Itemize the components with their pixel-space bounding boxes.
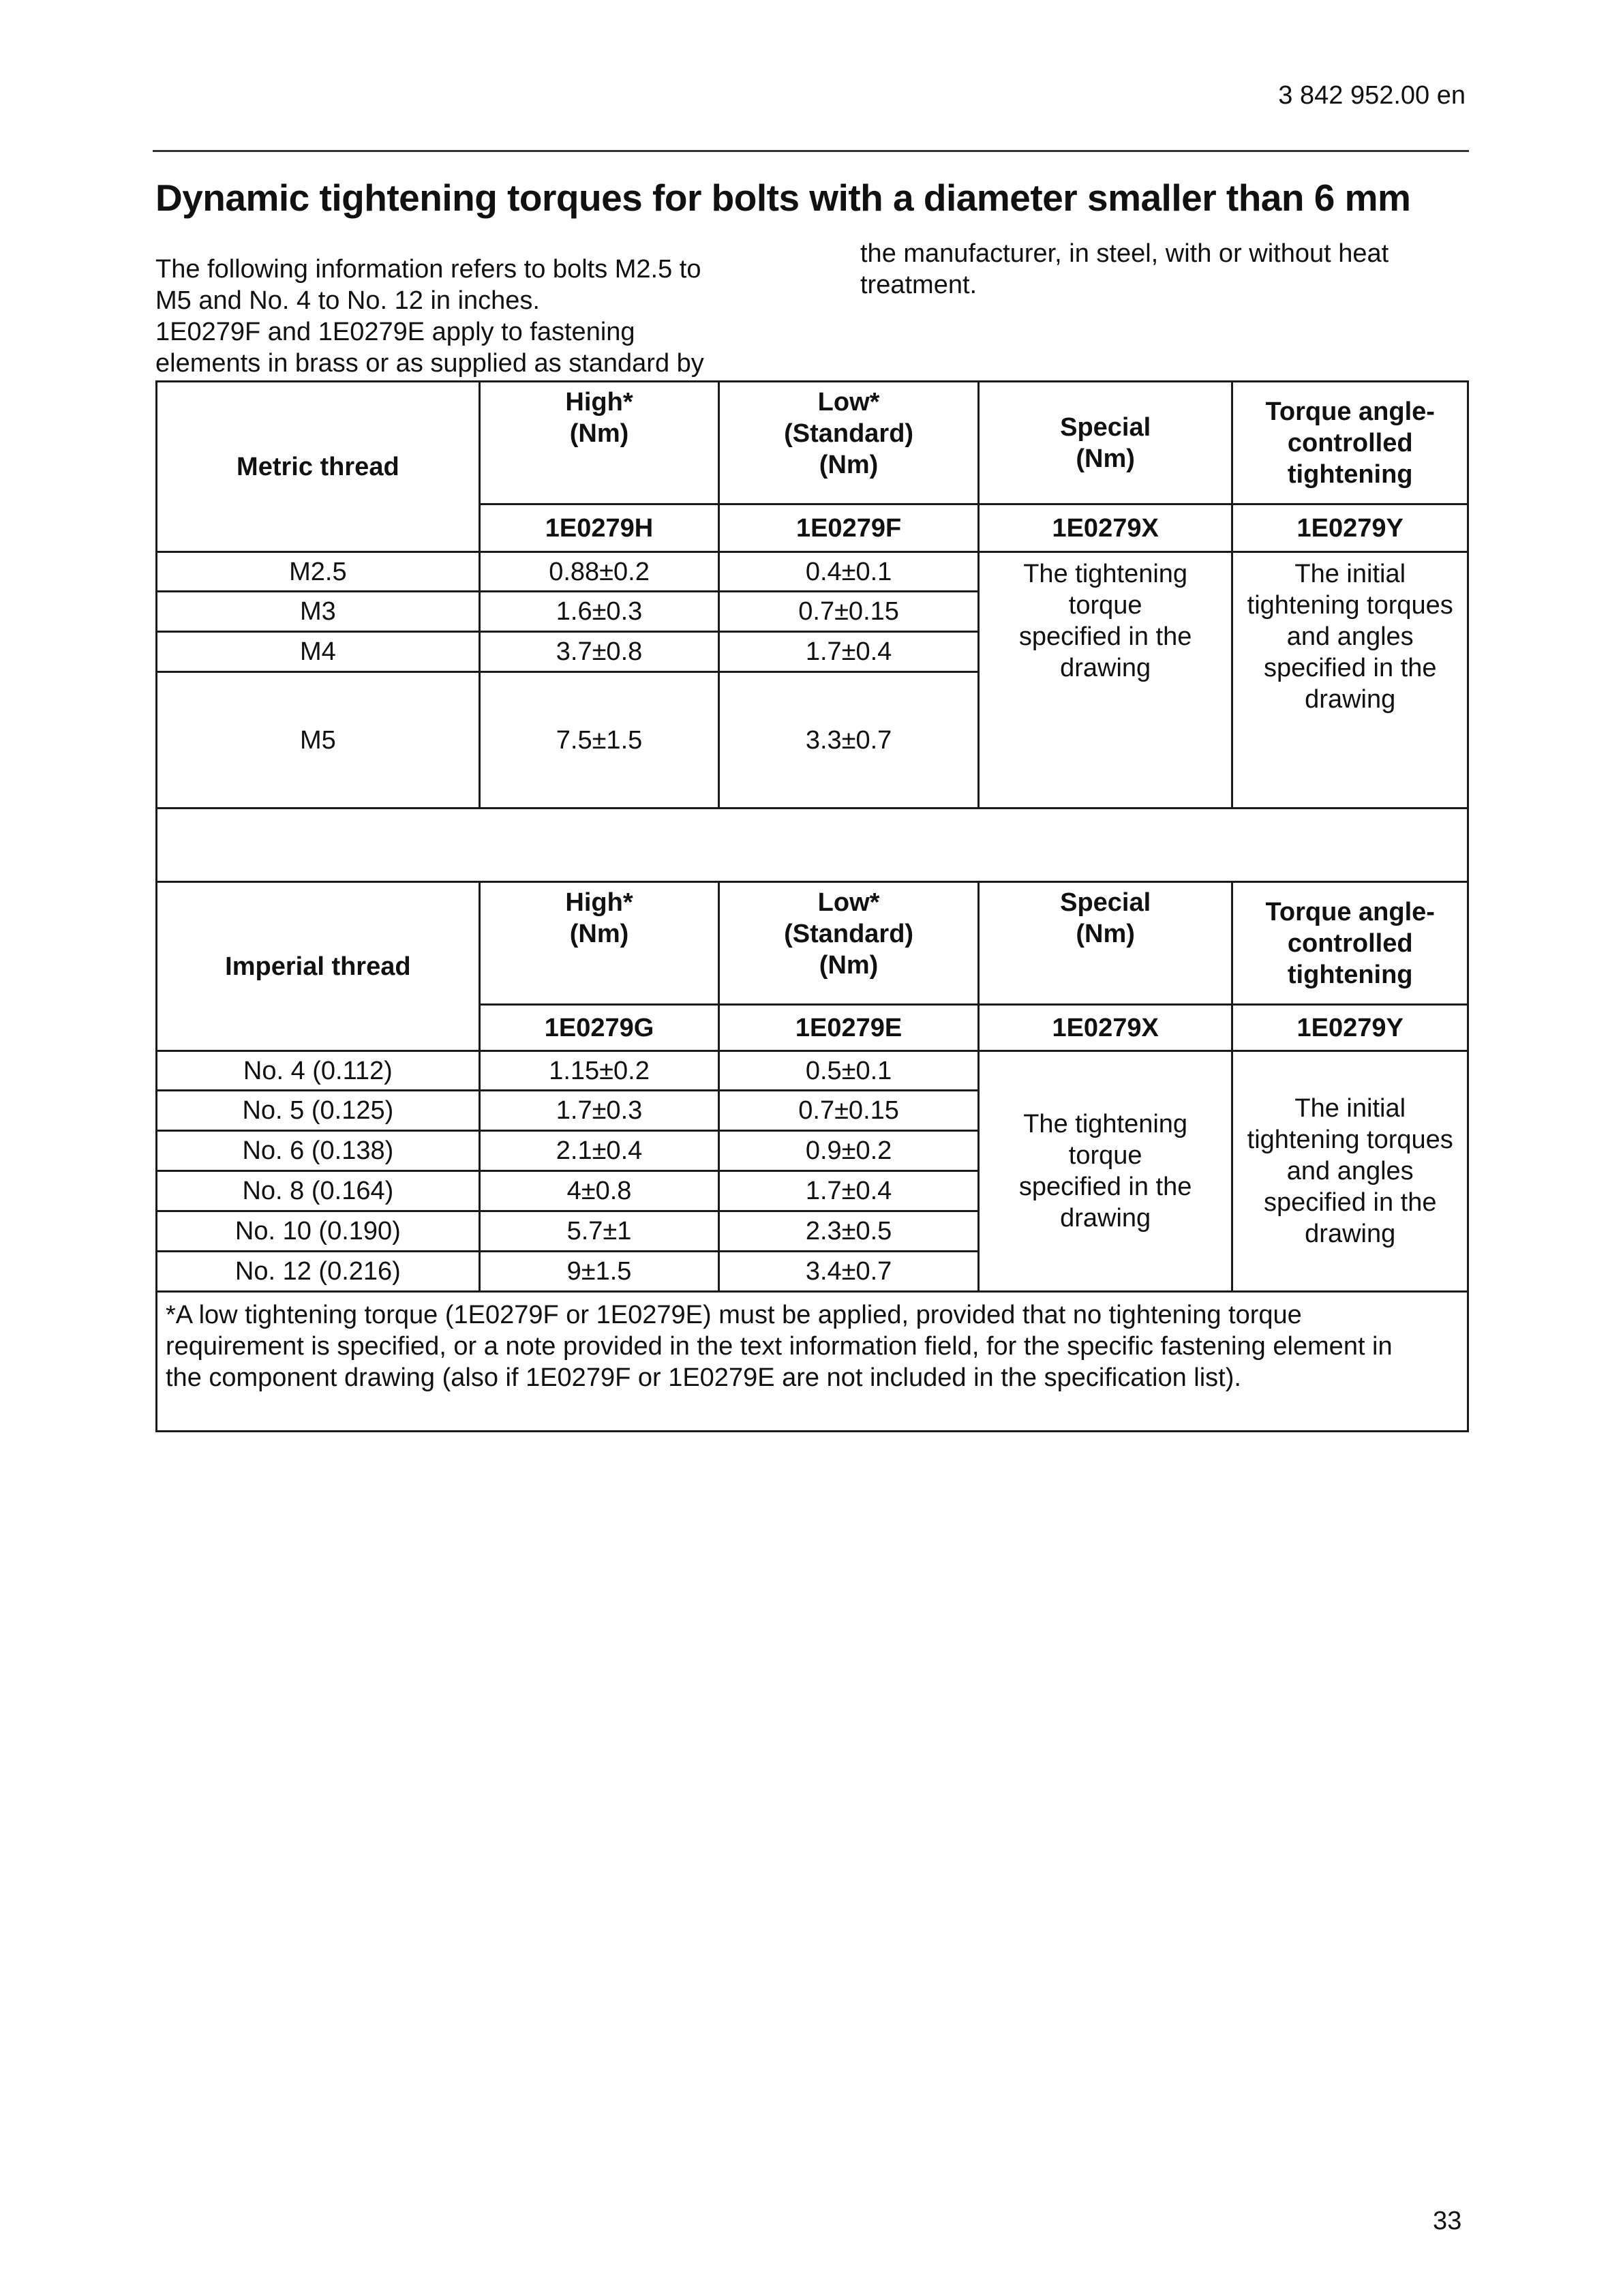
note-line: drawing: [1305, 1220, 1396, 1248]
metric-header-row: [157, 382, 1468, 504]
table-row: [157, 1051, 1468, 1091]
low-value: 0.7±0.15: [719, 1091, 979, 1131]
high-value: 3.7±0.8: [479, 632, 719, 672]
high-value: 9±1.5: [479, 1252, 719, 1292]
metric-thread-header: Metric thread: [157, 382, 480, 552]
page-title: Dynamic tightening torques for bolts with a diameter smaller than 6 mm: [155, 177, 1411, 219]
angle-note: [1232, 552, 1468, 809]
torque-table: [155, 380, 1469, 1432]
document-number: 3 842 952.00 en: [1278, 81, 1466, 110]
low-value: 2.3±0.5: [719, 1211, 979, 1252]
header-line: controlled: [1287, 428, 1413, 457]
low-value: 0.9±0.2: [719, 1131, 979, 1171]
high-header: [479, 382, 719, 504]
high-value: 1.7±0.3: [479, 1091, 719, 1131]
footnote-line: *A low tightening torque (1E0279F or 1E0279E) must be applied, provided that no tightening torque: [166, 1301, 1302, 1329]
high-value: 4±0.8: [479, 1171, 719, 1211]
code-low: 1E0279E: [719, 1005, 979, 1051]
footnote: [157, 1292, 1468, 1432]
spacer-cell: [157, 809, 1468, 882]
header-line: (Nm): [819, 451, 879, 479]
thread-size: M3: [157, 592, 480, 632]
header-line: (Nm): [1076, 444, 1135, 473]
header-line: controlled: [1287, 928, 1413, 958]
high-value: 2.1±0.4: [479, 1131, 719, 1171]
table-row: [157, 552, 1468, 592]
note-line: drawing: [1060, 1204, 1151, 1233]
footnote-row: [157, 1292, 1468, 1432]
header-line: High*: [565, 888, 633, 917]
high-value: 7.5±1.5: [479, 672, 719, 809]
header-line: Low*: [817, 888, 880, 917]
low-value: 1.7±0.4: [719, 1171, 979, 1211]
header-rule: [153, 150, 1469, 152]
thread-size: No. 4 (0.112): [157, 1051, 480, 1091]
code-angle: 1E0279Y: [1232, 504, 1468, 552]
intro-line: elements in brass or as supplied as standard by: [155, 349, 704, 378]
note-line: The initial: [1294, 560, 1406, 588]
header-line: (Standard): [784, 419, 914, 448]
note-line: tightening torques: [1247, 591, 1453, 620]
note-line: and angles: [1286, 1157, 1414, 1185]
special-header: [978, 882, 1232, 1005]
header-line: High*: [565, 388, 633, 417]
note-line: drawing: [1305, 685, 1396, 714]
thread-size: No. 5 (0.125): [157, 1091, 480, 1131]
intro-text-right: [860, 238, 1474, 301]
thread-size: No. 10 (0.190): [157, 1211, 480, 1252]
header-line: tightening: [1287, 459, 1413, 489]
note-line: The tightening: [1023, 1110, 1188, 1138]
high-value: 0.88±0.2: [479, 552, 719, 592]
header-line: (Standard): [784, 920, 914, 948]
code-high: 1E0279G: [479, 1005, 719, 1051]
spacer-row: [157, 809, 1468, 882]
intro-line: M5 and No. 4 to No. 12 in inches.: [155, 286, 540, 315]
header-line: (Nm): [569, 920, 629, 948]
note-line: specified in the: [1018, 1173, 1192, 1201]
header-line: tightening: [1287, 960, 1413, 989]
high-value: 1.6±0.3: [479, 592, 719, 632]
header-line: (Nm): [1076, 920, 1135, 948]
imperial-thread-header: Imperial thread: [157, 882, 480, 1051]
low-header: [719, 882, 979, 1005]
low-value: 0.4±0.1: [719, 552, 979, 592]
footnote-line: the component drawing (also if 1E0279F or 1E0279E are not included in the specification list).: [166, 1363, 1241, 1392]
imperial-header-row: [157, 882, 1468, 1005]
intro-line: The following information refers to bolts M2.5 to: [155, 255, 701, 284]
note-line: torque: [1068, 591, 1142, 620]
high-value: 1.15±0.2: [479, 1051, 719, 1091]
header-line: (Nm): [819, 951, 879, 980]
code-special: 1E0279X: [978, 1005, 1232, 1051]
code-low: 1E0279F: [719, 504, 979, 552]
note-line: The initial: [1294, 1094, 1406, 1123]
page-number: 33: [1433, 2207, 1462, 2235]
low-value: 0.7±0.15: [719, 592, 979, 632]
intro-line: the manufacturer, in steel, with or without heat: [860, 239, 1389, 268]
code-high: 1E0279H: [479, 504, 719, 552]
header-line: (Nm): [569, 419, 629, 448]
note-line: torque: [1068, 1141, 1142, 1170]
header-line: Torque angle-: [1265, 897, 1435, 926]
note-line: specified in the: [1263, 654, 1437, 682]
special-header: [978, 382, 1232, 504]
thread-size: No. 8 (0.164): [157, 1171, 480, 1211]
angle-note: [1232, 1051, 1468, 1292]
low-header: [719, 382, 979, 504]
thread-size: M5: [157, 672, 480, 809]
angle-header: [1232, 382, 1468, 504]
thread-size: No. 12 (0.216): [157, 1252, 480, 1292]
high-value: 5.7±1: [479, 1211, 719, 1252]
low-value: 0.5±0.1: [719, 1051, 979, 1091]
special-note: [978, 552, 1232, 809]
note-line: and angles: [1286, 622, 1414, 651]
special-note: [978, 1051, 1232, 1292]
low-value: 3.4±0.7: [719, 1252, 979, 1292]
header-line: Low*: [817, 388, 880, 417]
footnote-line: requirement is specified, or a note provided in the text information field, for the specific fastening element in: [166, 1332, 1393, 1361]
note-line: drawing: [1060, 654, 1151, 682]
intro-text-left: [155, 254, 769, 379]
header-line: Special: [1060, 412, 1151, 442]
intro-line: treatment.: [860, 271, 977, 299]
low-value: 1.7±0.4: [719, 632, 979, 672]
angle-header: [1232, 882, 1468, 1005]
code-special: 1E0279X: [978, 504, 1232, 552]
code-angle: 1E0279Y: [1232, 1005, 1468, 1051]
intro-line: 1E0279F and 1E0279E apply to fastening: [155, 318, 635, 346]
low-value: 3.3±0.7: [719, 672, 979, 809]
thread-size: M2.5: [157, 552, 480, 592]
note-line: specified in the: [1263, 1188, 1437, 1217]
note-line: tightening torques: [1247, 1126, 1453, 1154]
thread-size: M4: [157, 632, 480, 672]
high-header: [479, 882, 719, 1005]
note-line: specified in the: [1018, 622, 1192, 651]
header-line: Special: [1060, 888, 1151, 917]
header-line: Torque angle-: [1265, 397, 1435, 426]
note-line: The tightening: [1023, 560, 1188, 588]
thread-size: No. 6 (0.138): [157, 1131, 480, 1171]
